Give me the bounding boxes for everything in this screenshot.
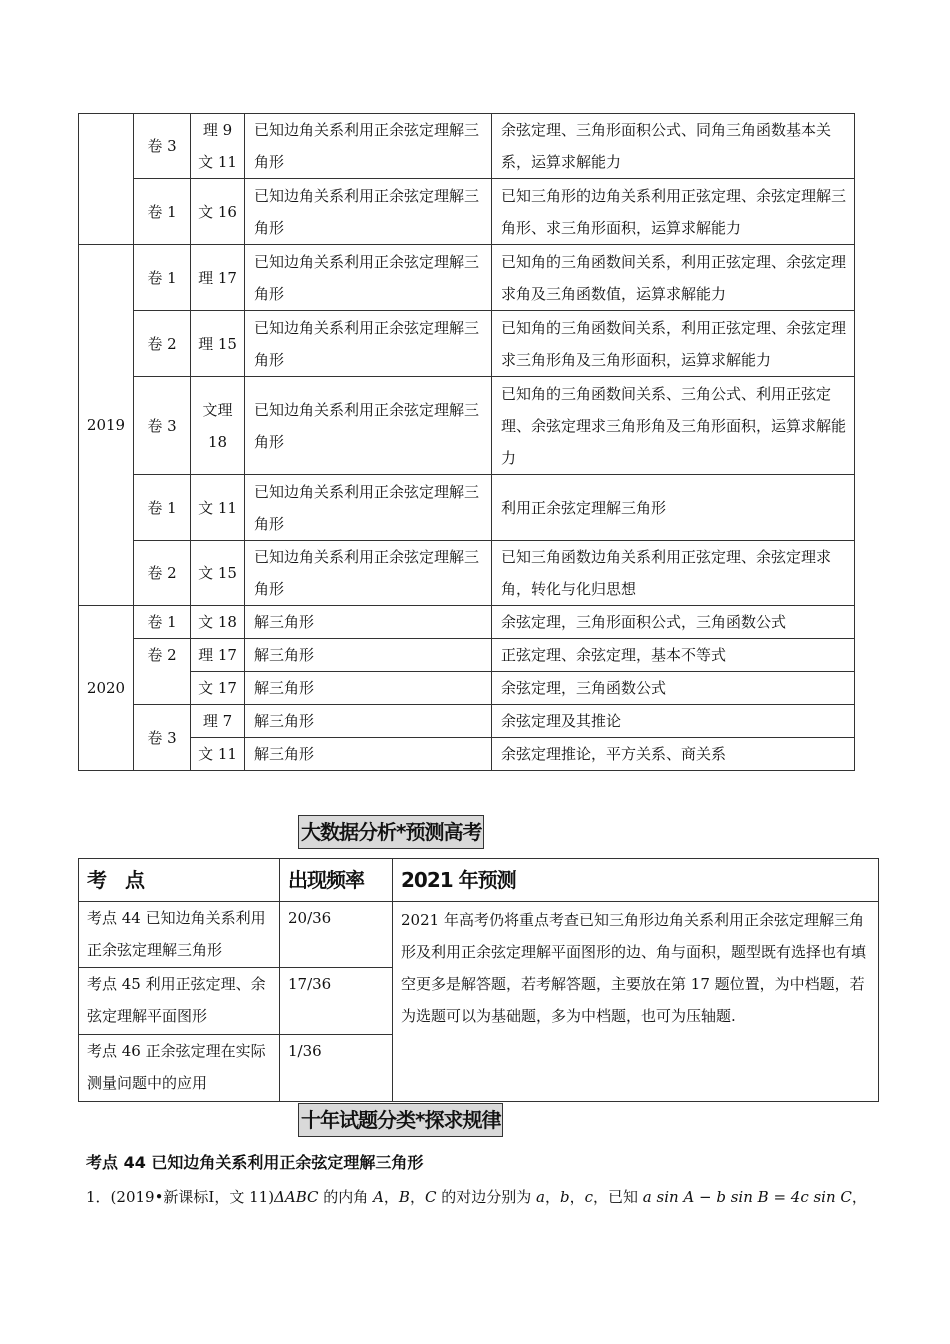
prediction-cell: 2021 年高考仍将重点考查已知三角形边角关系利用正余弦定理解三角形及利用正余弦定理解平面图形的边、角与面积，题型既有选择也有填空更多是解答题，若考解答题，主要放在第 17 题位置，为中档题，若为选题可以为基础题，多为中档题，也可为压轴题. — [393, 902, 879, 1102]
section-title-ten-years: 十年试题分类*探求规律 — [298, 1103, 503, 1137]
qno-cell: 文 17 — [191, 672, 245, 705]
table-header-row — [79, 859, 879, 902]
header-point: 考 点 — [79, 859, 280, 902]
table-row — [79, 245, 855, 311]
table-row — [79, 541, 855, 606]
qno-cell: 理 15 — [191, 311, 245, 377]
prediction-table — [78, 858, 879, 1102]
ability-cell: 余弦定理及其推论 — [492, 705, 855, 738]
vol-cell: 卷 3 — [134, 114, 191, 179]
table-row — [79, 179, 855, 245]
ability-cell: 余弦定理、三角形面积公式、同角三角函数基本关系，运算求解能力 — [492, 114, 855, 179]
question-prefix: 1．(2019•新课标Ⅰ，文 11) — [86, 1188, 275, 1206]
var-a-upper: A — [373, 1188, 384, 1206]
question-text: 的内角 — [318, 1188, 374, 1206]
table-row — [79, 114, 855, 179]
sep: ， — [544, 1188, 560, 1206]
ability-cell: 已知三角形的边角关系利用正弦定理、余弦定理解三角形、求三角形面积，运算求解能力 — [492, 179, 855, 245]
freq-cell: 20/36 — [280, 902, 393, 968]
vol-cell: 卷 1 — [134, 475, 191, 541]
ability-cell: 余弦定理推论，平方关系、商关系 — [492, 738, 855, 771]
triangle-symbol: ΔABC — [274, 1188, 319, 1206]
desc-cell: 已知边角关系利用正余弦定理解三角形 — [245, 475, 492, 541]
desc-cell: 已知边角关系利用正余弦定理解三角形 — [245, 114, 492, 179]
year-cell: 2020 — [79, 606, 134, 771]
ability-cell: 已知角的三角函数间关系，利用正弦定理、余弦定理求角及三角函数值，运算求解能力 — [492, 245, 855, 311]
vol-cell: 卷 2 — [134, 639, 191, 705]
desc-cell: 解三角形 — [245, 705, 492, 738]
var-c: c — [584, 1188, 593, 1206]
desc-cell: 解三角形 — [245, 639, 492, 672]
desc-cell: 已知边角关系利用正余弦定理解三角形 — [245, 311, 492, 377]
table-row — [79, 902, 879, 968]
desc-cell: 解三角形 — [245, 606, 492, 639]
vol-cell: 卷 3 — [134, 705, 191, 771]
formula: a sin A − b sin B = 4c sin C — [642, 1188, 852, 1206]
desc-cell: 已知边角关系利用正余弦定理解三角形 — [245, 245, 492, 311]
kaodian-title: 考点 44 已知边角关系利用正余弦定理解三角形 — [86, 1153, 424, 1172]
qno-cell: 文 18 — [191, 606, 245, 639]
var-a: a — [536, 1188, 545, 1206]
vol-cell: 卷 2 — [134, 541, 191, 606]
year-cell: 2019 — [79, 245, 134, 606]
qno-cell: 文 15 — [191, 541, 245, 606]
ability-cell: 利用正余弦定理解三角形 — [492, 475, 855, 541]
qno-cell: 文 11 — [191, 475, 245, 541]
question-text: ，已知 — [593, 1188, 643, 1206]
table-row — [79, 606, 855, 639]
qno-cell: 文 11 — [191, 738, 245, 771]
exam-history-table — [78, 113, 855, 771]
table-row — [79, 377, 855, 475]
var-b-upper: B — [398, 1188, 410, 1206]
vol-cell: 卷 1 — [134, 179, 191, 245]
desc-cell: 已知边角关系利用正余弦定理解三角形 — [245, 377, 492, 475]
point-cell: 考点 45 利用正弦定理、余弦定理解平面图形 — [79, 968, 280, 1035]
ability-cell: 正弦定理、余弦定理，基本不等式 — [492, 639, 855, 672]
sep: ， — [383, 1188, 399, 1206]
question-text: 的对边分别为 — [436, 1188, 536, 1206]
table-row — [79, 639, 855, 672]
vol-cell: 卷 3 — [134, 377, 191, 475]
qno-cell: 文 16 — [191, 179, 245, 245]
freq-cell: 17/36 — [280, 968, 393, 1035]
point-cell: 考点 46 正余弦定理在实际测量问题中的应用 — [79, 1035, 280, 1102]
table-row — [79, 738, 855, 771]
question-end: ， — [851, 1188, 867, 1206]
desc-cell: 已知边角关系利用正余弦定理解三角形 — [245, 541, 492, 606]
vol-cell: 卷 1 — [134, 245, 191, 311]
vol-cell: 卷 1 — [134, 606, 191, 639]
qno-cell: 理 9 文 11 — [191, 114, 245, 179]
var-b: b — [559, 1188, 570, 1206]
section-title-big-data: 大数据分析*预测高考 — [298, 815, 484, 849]
desc-cell: 解三角形 — [245, 672, 492, 705]
ability-cell: 已知角的三角函数间关系、三角公式、利用正弦定理、余弦定理求三角形角及三角形面积，运算求解能力 — [492, 377, 855, 475]
desc-cell: 已知边角关系利用正余弦定理解三角形 — [245, 179, 492, 245]
freq-cell: 1/36 — [280, 1035, 393, 1102]
sep: ， — [409, 1188, 425, 1206]
vol-cell: 卷 2 — [134, 311, 191, 377]
table-row — [79, 705, 855, 738]
ability-cell: 余弦定理，三角函数公式 — [492, 672, 855, 705]
ability-cell: 余弦定理，三角形面积公式，三角函数公式 — [492, 606, 855, 639]
question-1 — [86, 1186, 876, 1207]
qno-cell: 理 17 — [191, 245, 245, 311]
qno-cell: 文理 18 — [191, 377, 245, 475]
qno-cell: 理 7 — [191, 705, 245, 738]
desc-cell: 解三角形 — [245, 738, 492, 771]
qno-cell: 理 17 — [191, 639, 245, 672]
header-frequency: 出现频率 — [280, 859, 393, 902]
table-row — [79, 672, 855, 705]
var-c-upper: C — [424, 1188, 437, 1206]
year-cell — [79, 114, 134, 245]
ability-cell: 已知角的三角函数间关系，利用正弦定理、余弦定理求三角形角及三角形面积，运算求解能力 — [492, 311, 855, 377]
table-row — [79, 311, 855, 377]
ability-cell: 已知三角函数边角关系利用正弦定理、余弦定理求角，转化与化归思想 — [492, 541, 855, 606]
point-cell: 考点 44 已知边角关系利用正余弦定理解三角形 — [79, 902, 280, 968]
sep: ， — [569, 1188, 585, 1206]
header-prediction: 2021 年预测 — [393, 859, 879, 902]
table-row — [79, 475, 855, 541]
